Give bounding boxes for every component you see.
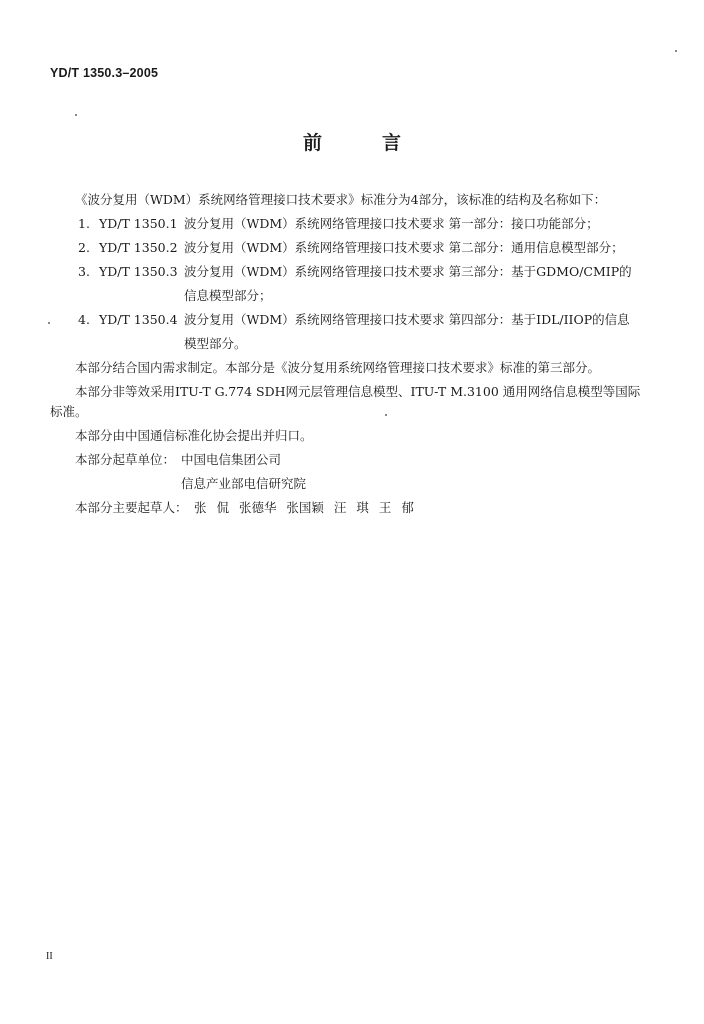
drafters-names: 张 侃 张德华 张国颖 汪 琪 王 郁 bbox=[194, 500, 414, 515]
scan-speck bbox=[48, 322, 50, 324]
drafting-units-label: 本部分起草单位： bbox=[75, 452, 176, 467]
part-title-continuation: 模型部分。 bbox=[184, 336, 247, 351]
part-title: 波分复用（WDM）系统网络管理接口技术要求 第二部分：通用信息模型部分； bbox=[184, 240, 624, 255]
part-item-3 bbox=[0, 264, 704, 280]
part-number: 1. bbox=[78, 216, 90, 231]
paragraph-proposer: 本部分由中国通信标准化协会提出并归口。 bbox=[75, 428, 313, 443]
part-code: YD/T 1350.1 bbox=[99, 216, 178, 231]
scan-speck bbox=[385, 414, 387, 416]
part-title: 波分复用（WDM）系统网络管理接口技术要求 第四部分：基于IDL/IIOP的信息 bbox=[184, 312, 630, 327]
part-title: 波分复用（WDM）系统网络管理接口技术要求 第三部分：基于GDMO/CMIP的 bbox=[184, 264, 632, 279]
part-item-1 bbox=[0, 216, 704, 232]
part-title: 波分复用（WDM）系统网络管理接口技术要求 第一部分：接口功能部分； bbox=[184, 216, 599, 231]
page-number: II bbox=[46, 951, 53, 962]
part-number: 3. bbox=[78, 264, 90, 279]
drafters-label: 本部分主要起草人： bbox=[75, 500, 188, 515]
paragraph-adoption: 本部分非等效采用ITU-T G.774 SDH网元层管理信息模型、ITU-T M.3100 通用网络信息模型等国际 bbox=[75, 384, 641, 399]
intro-paragraph: 《波分复用（WDM）系统网络管理接口技术要求》标准分为4部分，该标准的结构及名称如下： bbox=[75, 192, 607, 207]
document-code: YD/T 1350.3–2005 bbox=[50, 66, 159, 80]
page-title: 前言 bbox=[302, 132, 461, 154]
scan-speck bbox=[75, 114, 77, 116]
drafting-unit-2: 信息产业部电信研究院 bbox=[181, 476, 307, 491]
drafting-units bbox=[0, 452, 704, 468]
part-number: 2. bbox=[78, 240, 90, 255]
part-item-4 bbox=[0, 312, 704, 328]
part-code: YD/T 1350.2 bbox=[99, 240, 178, 255]
part-code: YD/T 1350.3 bbox=[99, 264, 178, 279]
paragraph-basis: 本部分结合国内需求制定。本部分是《波分复用系统网络管理接口技术要求》标准的第三部分。 bbox=[75, 360, 601, 375]
drafting-unit-1: 中国电信集团公司 bbox=[181, 452, 282, 467]
paragraph-adoption-wrap: 标准。 bbox=[50, 404, 88, 419]
drafters bbox=[0, 500, 704, 516]
part-number: 4. bbox=[78, 312, 90, 327]
scan-speck bbox=[675, 50, 677, 52]
part-title-continuation: 信息模型部分； bbox=[184, 288, 272, 303]
part-code: YD/T 1350.4 bbox=[99, 312, 178, 327]
part-item-2 bbox=[0, 240, 704, 256]
